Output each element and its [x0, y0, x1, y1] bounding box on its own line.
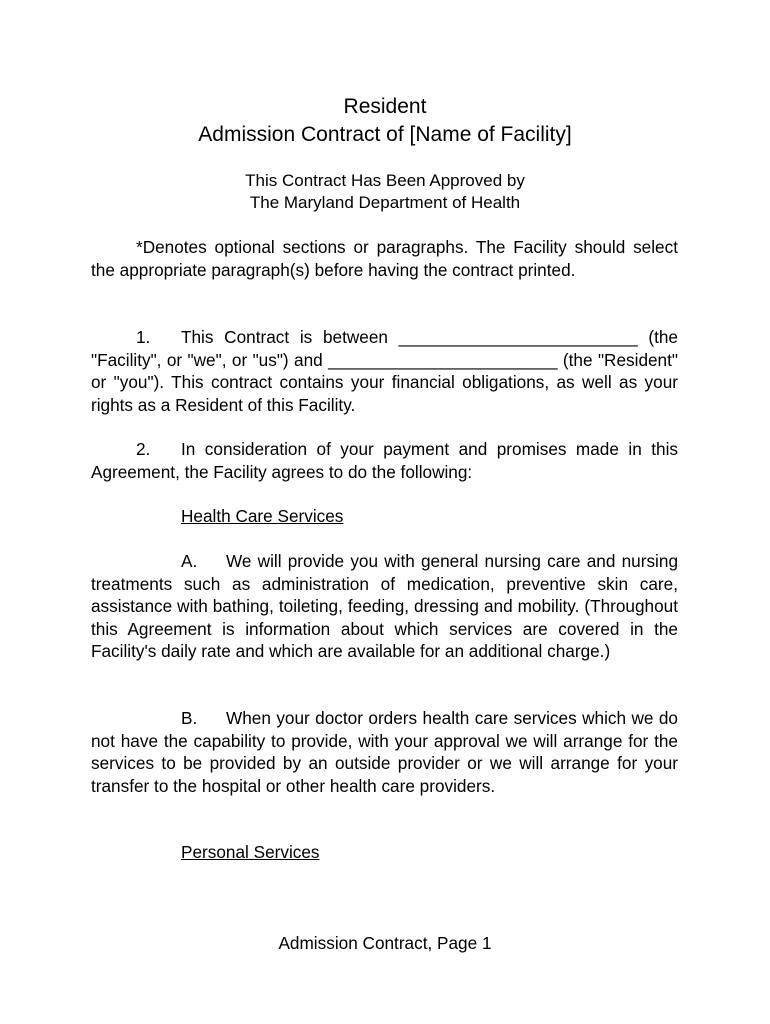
paragraph-2-number: 2. — [136, 439, 151, 459]
item-a-text: We will provide you with general nursing care and nursing treatments such as administration of medication, preventive skin care, assistance with bathing, toileting, feeding, dressing and mobility. (Throughout this Agreement is information about which services are covered in the Facility's daily rate and which are available for an additional charge.) — [91, 551, 678, 661]
approval-line-2: The Maryland Department of Health — [249, 193, 521, 212]
item-a — [91, 550, 678, 663]
item-b — [91, 707, 678, 797]
personal-services-heading: Personal Services — [181, 842, 320, 862]
optional-sections-note: *Denotes optional sections or paragraphs. The Facility should select the appropriate paragraph(s) before having the contract printed. — [91, 237, 678, 280]
paragraph-1-text: This Contract is between _________________________ (the "Facility", or "we", or "us") and ________________________ (the "Resident" or "you"). This contract contains your financial obligations, as well as your rights as a Resident of this Facility. — [91, 327, 678, 415]
paragraph-1 — [91, 326, 678, 416]
paragraph-1-number: 1. — [136, 327, 151, 347]
item-b-letter: B. — [181, 708, 198, 728]
paragraph-2-text: In consideration of your payment and promises made in this Agreement, the Facility agrees to do the following: — [91, 439, 678, 482]
document-title-line-2: Admission Contract of [Name of Facility] — [198, 123, 572, 146]
paragraph-2 — [91, 438, 678, 483]
document-title-line-1: Resident — [343, 95, 427, 118]
health-care-services-heading: Health Care Services — [181, 506, 344, 526]
approval-line-1: This Contract Has Been Approved by — [245, 171, 525, 190]
page-footer: Admission Contract, Page 1 — [278, 933, 492, 953]
item-b-text: When your doctor orders health care services which we do not have the capability to provide, with your approval we will arrange for the services to be provided by an outside provider or we will arrange for your transfer to the hospital or other health care providers. — [91, 708, 678, 796]
item-a-letter: A. — [181, 551, 198, 571]
